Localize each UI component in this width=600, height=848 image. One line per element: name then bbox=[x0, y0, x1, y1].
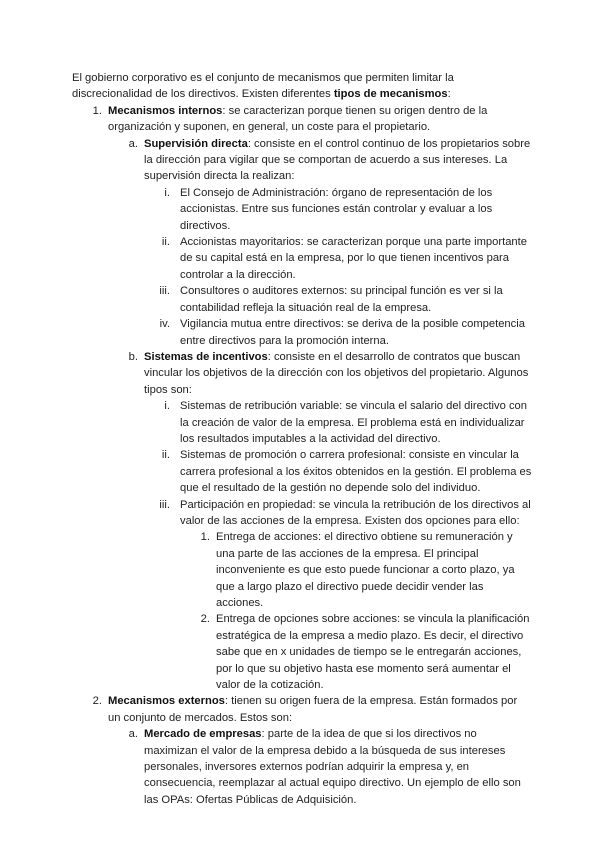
intro-tail: : bbox=[447, 88, 451, 101]
list-item bbox=[144, 316, 532, 349]
externos-text: : tienen su origen fuera de la empresa. Están formados por un conjunto de mercados. Estos son: bbox=[108, 695, 518, 724]
list-marker: a. bbox=[128, 137, 138, 150]
list-item-text: El Consejo de Administración: órgano de representación de los accionistas. Entre sus funciones están controlar y evaluar a los directivos. bbox=[180, 186, 493, 232]
intro-text: El gobierno corporativo es el conjunto de mecanismos que permiten limitar la discrecionalidad de los directivos. Existen diferentes bbox=[72, 72, 454, 101]
externos-title: Mecanismos externos bbox=[108, 695, 225, 708]
supervision-text: : consiste en el control continuo de los propietarios sobre la dirección para vigilar que se comportan de acuerdo a sus intereses. La supervisión directa la realizan: bbox=[144, 137, 531, 183]
internos-text: : se caracterizan porque tienen su origen dentro de la organización y suponen, en general, un coste para el propietario. bbox=[108, 104, 488, 134]
list-marker: iv. bbox=[159, 318, 170, 331]
list-item bbox=[144, 185, 532, 234]
list-item-text: Participación en propiedad: se vincula la retribución de los directivos al valor de las acciones de la empresa. Existen dos opciones para ello: bbox=[180, 498, 531, 527]
document-page bbox=[72, 70, 532, 808]
section-externos bbox=[72, 693, 532, 808]
list-marker: ii. bbox=[161, 236, 170, 249]
incentivos-title: Sistemas de incentivos bbox=[144, 350, 268, 363]
list-item bbox=[144, 447, 532, 496]
mercado-text: : parte de la idea de que si los directivos no maximizan el valor de la empresa debido a la búsqueda de sus intereses personales, inversores externos podrían adquirir la empresa y, en consecuencia, reemplazar al actual equipo directivo. Un ejemplo de ello son las OPAs: Ofertas Públicas de Adquisición. bbox=[144, 728, 521, 806]
list-marker: 2. bbox=[92, 695, 102, 708]
list-item bbox=[144, 398, 532, 447]
section-internos bbox=[72, 103, 532, 694]
list-item bbox=[180, 611, 532, 693]
list-item bbox=[144, 234, 532, 283]
supervision-title: Supervisión directa bbox=[144, 137, 248, 150]
intro-paragraph bbox=[72, 70, 532, 103]
list-item-text: Accionistas mayoritarios: se caracterizan porque una parte importante de su capital está en la empresa, por lo que tienen incentivos para controlar a la dirección. bbox=[180, 236, 527, 281]
list-item-text: Consultores o auditores externos: su principal función es ver si la contabilidad refleja la situación real de la empresa. bbox=[180, 285, 503, 314]
list-item bbox=[144, 283, 532, 316]
list-item bbox=[180, 529, 532, 611]
subsection-supervision bbox=[108, 136, 532, 349]
list-marker: iii. bbox=[159, 498, 170, 511]
list-marker: 2. bbox=[200, 613, 210, 626]
list-marker: ii. bbox=[161, 449, 170, 462]
intro-bold: tipos de mecanismos bbox=[333, 88, 448, 101]
list-marker: iii. bbox=[159, 285, 170, 298]
subsection-mercado bbox=[108, 726, 532, 808]
list-item-text: Vigilancia mutua entre directivos: se deriva de la posible competencia entre directivos para la promoción interna. bbox=[180, 318, 525, 347]
list-item-text: Sistemas de promoción o carrera profesional: consiste en vincular la carrera profesional a los éxitos obtenidos en la gestión. El problema es que el resultado de la gestión no depende solo del individuo. bbox=[180, 449, 532, 495]
list-item-text: Sistemas de retribución variable: se vincula el salario del directivo con la creación de valor de la empresa. El problema está en individualizar los resultados imputables a la actividad del directivo. bbox=[180, 400, 527, 445]
list-item bbox=[144, 497, 532, 694]
list-item-text: Entrega de opciones sobre acciones: se vincula la planificación estratégica de la empresa a medio plazo. Es decir, el directivo sabe que en x unidades de tiempo se le entregarán acciones, por lo que su objetivo hasta ese momento será aumentar el valor de la cotización. bbox=[216, 613, 530, 692]
list-marker: i. bbox=[164, 400, 170, 413]
list-marker: 1. bbox=[92, 104, 102, 117]
incentivos-text: : consiste en el desarrollo de contratos que buscan vincular los objetivos de la dirección con los objetivos del propietario. Algunos tipos son: bbox=[144, 350, 529, 396]
list-item-text: Entrega de acciones: el directivo obtiene su remuneración y una parte de las acciones de la empresa. El principal inconveniente es que esto puede funcionar a corto plazo, ya que a largo plazo el directivo puede decidir vender las acciones. bbox=[216, 531, 515, 609]
mercado-title: Mercado de empresas bbox=[144, 728, 262, 741]
internos-title: Mecanismos internos bbox=[108, 104, 223, 117]
list-marker: 1. bbox=[200, 531, 210, 544]
list-marker: b. bbox=[128, 350, 138, 363]
list-marker: a. bbox=[128, 728, 138, 741]
subsection-incentivos bbox=[108, 349, 532, 694]
list-marker: i. bbox=[164, 186, 170, 199]
